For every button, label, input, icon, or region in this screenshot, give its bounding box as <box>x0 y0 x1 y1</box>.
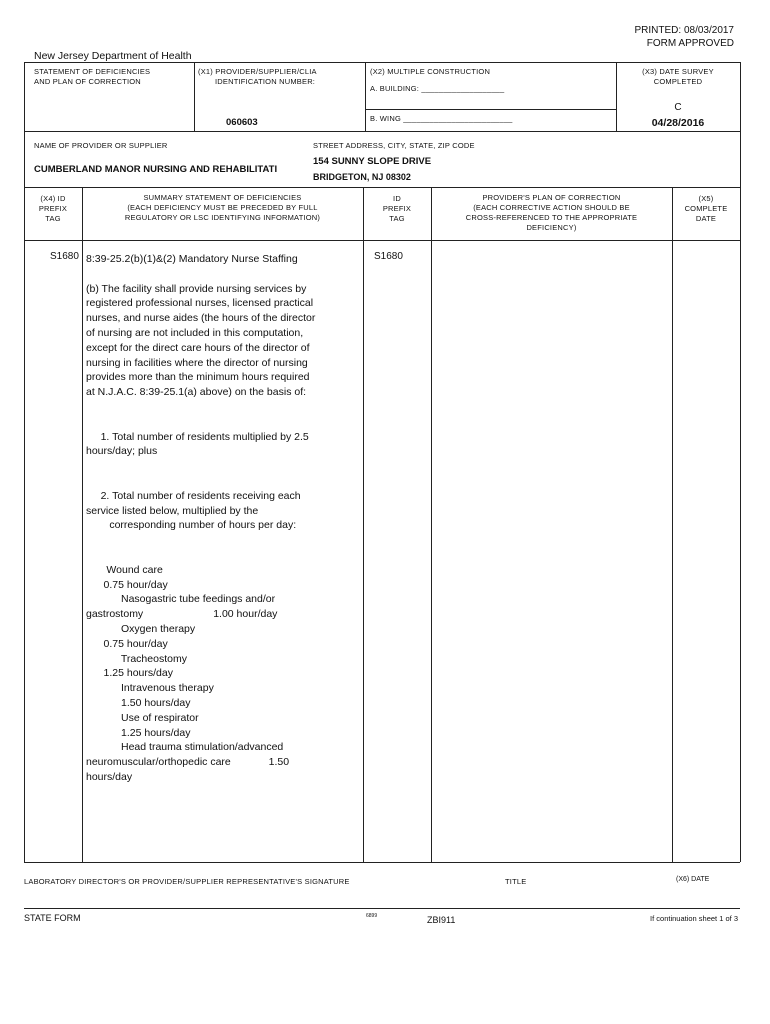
printed-date: PRINTED: 08/03/2017 <box>634 25 734 36</box>
col-summary-2: (EACH DEFICIENCY MUST BE PRECEDED BY FULL <box>127 203 318 212</box>
col-x4-3: TAG <box>45 214 61 223</box>
provider-name-label: NAME OF PROVIDER OR SUPPLIER <box>34 141 168 150</box>
statement-label-1: STATEMENT OF DEFICIENCIES <box>34 67 151 76</box>
col-x5-3: DATE <box>695 214 717 223</box>
x2-wing: B. WING _________________________ <box>370 114 513 123</box>
deficiency-line: 0.75 hour/day <box>86 578 168 591</box>
event-id: ZBI911 <box>427 915 456 925</box>
deficiency-line: nursing in facilities where the director of nursing <box>86 356 308 369</box>
deficiency-line <box>86 415 346 430</box>
x2-building: A. BUILDING: ___________________ <box>370 84 505 93</box>
tag-left: S1680 <box>50 251 79 262</box>
col-id-2: PREFIX <box>382 204 412 213</box>
x1-label-2: IDENTIFICATION NUMBER: <box>215 77 316 86</box>
deficiency-line: 2. Total number of residents receiving each <box>86 489 301 502</box>
col-plan-2: (EACH CORRECTIVE ACTION SHOULD BE <box>473 203 630 212</box>
deficiency-line: hours/day; plus <box>86 445 158 458</box>
col-x4-1: (X4) ID <box>40 194 66 203</box>
x3-code: C <box>674 102 682 113</box>
form-code: 6899 <box>366 913 378 919</box>
deficiency-line: of nursing are not included in this computation, <box>86 326 304 339</box>
address-line2: BRIDGETON, NJ 08302 <box>313 172 411 182</box>
agency-name: New Jersey Department of Health <box>34 50 192 62</box>
deficiency-line: 1.25 hours/day <box>86 667 173 680</box>
col-plan-4: DEFICIENCY) <box>526 223 577 232</box>
deficiency-line: Nasogastric tube feedings and/or <box>86 593 276 606</box>
deficiency-line <box>86 474 346 489</box>
title-label: TITLE <box>505 877 527 886</box>
state-form-label: STATE FORM <box>24 913 81 923</box>
deficiency-line: (b) The facility shall provide nursing services by <box>86 282 307 295</box>
deficiency-line <box>86 459 346 474</box>
col-summary-1: SUMMARY STATEMENT OF DEFICIENCIES <box>143 193 302 202</box>
col-x5-1: (X5) <box>698 194 714 203</box>
deficiency-line: 1.25 hours/day <box>86 726 191 739</box>
x3-label-1: (X3) DATE SURVEY <box>642 67 714 76</box>
deficiency-line: 1. Total number of residents multiplied by 2.5 <box>86 430 309 443</box>
form-status: FORM APPROVED <box>646 38 734 49</box>
deficiency-line: Wound care <box>86 563 163 576</box>
col-id-1: ID <box>393 194 401 203</box>
col-x5-2: COMPLETE <box>684 204 728 213</box>
col-summary-3: REGULATORY OR LSC IDENTIFYING INFORMATION) <box>124 213 321 222</box>
address-label: STREET ADDRESS, CITY, STATE, ZIP CODE <box>313 141 475 150</box>
date-label: (X6) DATE <box>676 876 710 883</box>
tag-right: S1680 <box>374 251 403 262</box>
deficiency-line: corresponding number of hours per day: <box>86 519 297 532</box>
signature-label: LABORATORY DIRECTOR'S OR PROVIDER/SUPPLIER REPRESENTATIVE'S SIGNATURE <box>24 877 350 886</box>
deficiency-line <box>86 533 346 548</box>
deficiency-line: provides more than the minimum hours required <box>86 371 310 384</box>
survey-date: 04/28/2016 <box>651 117 705 129</box>
col-id-3: TAG <box>389 214 405 223</box>
deficiency-line: service listed below, multiplied by the <box>86 504 259 517</box>
provider-id-value: 060603 <box>226 117 258 128</box>
address-line1: 154 SUNNY SLOPE DRIVE <box>313 156 432 167</box>
deficiency-line: Use of respirator <box>86 711 199 724</box>
statement-label-2: AND PLAN OF CORRECTION <box>34 77 141 86</box>
continuation-sheet: If continuation sheet 1 of 3 <box>650 914 738 923</box>
deficiency-line <box>86 267 346 282</box>
deficiency-line: 0.75 hour/day <box>86 637 168 650</box>
deficiency-line <box>86 548 346 563</box>
deficiency-line <box>86 400 346 415</box>
deficiency-line: 8:39-25.2(b)(1)&(2) Mandatory Nurse Staffing <box>86 253 298 265</box>
deficiency-line: 1.50 hours/day <box>86 696 191 709</box>
deficiency-text <box>86 252 346 785</box>
x3-label-2: COMPLETED <box>653 77 703 86</box>
x1-label-1: (X1) PROVIDER/SUPPLIER/CLIA <box>198 67 317 76</box>
x2-label: (X2) MULTIPLE CONSTRUCTION <box>370 67 491 76</box>
col-plan-3: CROSS-REFERENCED TO THE APPROPRIATE <box>465 213 638 222</box>
deficiency-line: hours/day <box>86 770 133 783</box>
deficiency-line: Oxygen therapy <box>86 622 196 635</box>
col-plan-1: PROVIDER'S PLAN OF CORRECTION <box>482 193 621 202</box>
deficiency-line: neuromuscular/orthopedic care 1.50 <box>86 756 290 769</box>
deficiency-line: Intravenous therapy <box>86 682 214 695</box>
deficiency-line: gastrostomy 1.00 hour/day <box>86 608 278 621</box>
col-x4-2: PREFIX <box>38 204 68 213</box>
deficiency-line: Tracheostomy <box>86 652 187 665</box>
deficiency-line: at N.J.A.C. 8:39-25.1(a) above) on the basis of: <box>86 386 307 399</box>
deficiency-line: except for the direct care hours of the director of <box>86 341 310 354</box>
deficiency-line: nurses, and nurse aides (the hours of the director <box>86 312 316 325</box>
deficiency-line: registered professional nurses, licensed practical <box>86 297 314 310</box>
deficiency-line: Head trauma stimulation/advanced <box>86 741 284 754</box>
provider-name: CUMBERLAND MANOR NURSING AND REHABILITATI <box>34 164 278 175</box>
